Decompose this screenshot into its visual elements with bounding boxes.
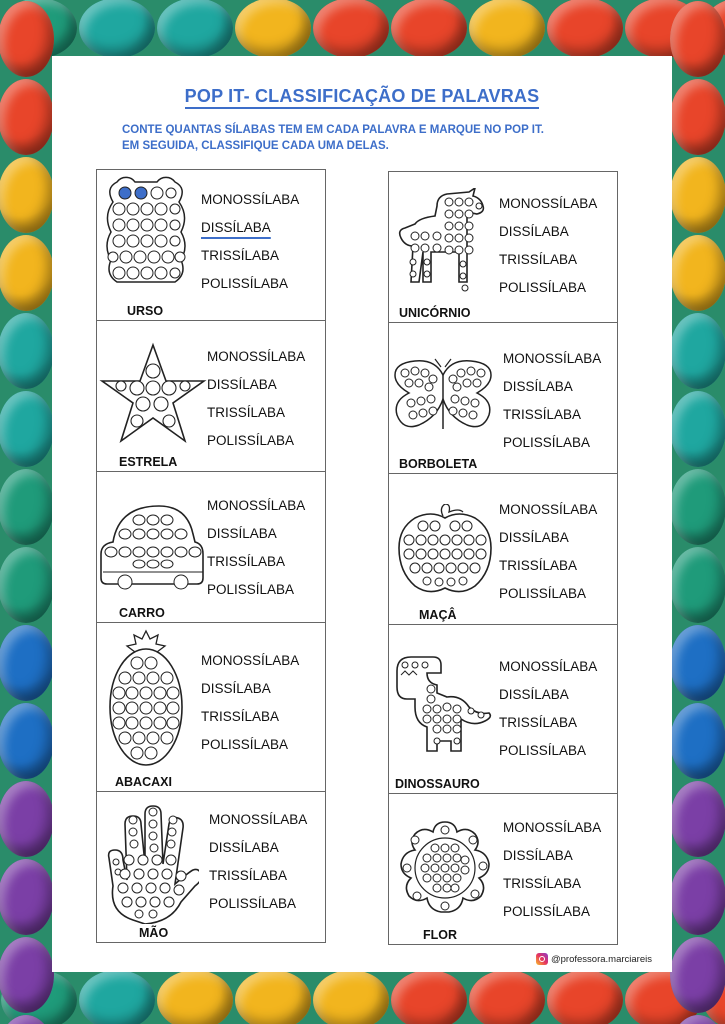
star-icon[interactable] (99, 341, 207, 447)
border-bubble (670, 547, 725, 623)
option-trissilaba[interactable]: TRISSÍLABA (499, 715, 578, 730)
option-monossilaba[interactable]: MONOSSÍLABA (499, 659, 598, 674)
border-left (0, 0, 52, 1024)
option-monossilaba[interactable]: MONOSSÍLABA (201, 192, 300, 207)
border-bubble (547, 0, 623, 58)
item-card-flor (388, 793, 618, 945)
word-label: DINOSSAURO (395, 777, 480, 791)
butterfly-icon[interactable] (391, 357, 495, 441)
option-list (207, 492, 305, 604)
option-dissilaba[interactable]: DISSÍLABA (503, 848, 573, 863)
border-bubble (0, 469, 54, 545)
word-label: CARRO (119, 606, 165, 620)
border-bubble (670, 313, 725, 389)
border-bubble (0, 625, 54, 701)
option-polissilaba[interactable]: POLISSÍLABA (201, 276, 289, 291)
option-dissilaba[interactable]: DISSÍLABA (207, 377, 277, 392)
border-bubble (0, 235, 54, 311)
item-card-estrela (96, 320, 326, 472)
left-column (96, 170, 326, 943)
option-polissilaba[interactable]: POLISSÍLABA (209, 896, 297, 911)
border-bubble (0, 157, 54, 233)
worksheet (52, 56, 672, 972)
border-bubble (0, 391, 54, 467)
option-list (499, 190, 597, 302)
item-card-abacaxi (96, 622, 326, 792)
option-list (503, 345, 601, 457)
item-card-dinossauro (388, 624, 618, 794)
border-bottom (0, 972, 725, 1024)
option-monossilaba[interactable]: MONOSSÍLABA (207, 349, 306, 364)
option-dissilaba[interactable]: DISSÍLABA (207, 526, 277, 541)
option-polissilaba[interactable]: POLISSÍLABA (499, 586, 587, 601)
border-bubble (79, 970, 155, 1024)
page-title: POP IT- CLASSIFICAÇÃO DE PALAVRAS (52, 86, 672, 107)
border-bubble (79, 0, 155, 58)
option-trissilaba[interactable]: TRISSÍLABA (207, 405, 286, 420)
pineapple-icon[interactable] (107, 629, 185, 769)
instruction-line-1: CONTE QUANTAS SÍLABAS TEM EM CADA PALAVRA E MARQUE NO POP IT. (122, 124, 544, 136)
border-bubble (0, 703, 54, 779)
option-polissilaba[interactable]: POLISSÍLABA (201, 737, 289, 752)
item-card-maca (388, 473, 618, 625)
item-card-carro (96, 471, 326, 623)
item-card-urso (96, 169, 326, 321)
option-monossilaba[interactable]: MONOSSÍLABA (503, 820, 602, 835)
option-trissilaba[interactable]: TRISSÍLABA (201, 709, 280, 724)
instruction-line-2: EM SEGUIDA, CLASSIFIQUE CADA UMA DELAS. (122, 140, 389, 152)
option-trissilaba[interactable]: TRISSÍLABA (499, 252, 578, 267)
border-bubble (670, 859, 725, 935)
border-bubble (0, 1, 54, 77)
border-bubble (235, 0, 311, 58)
option-trissilaba[interactable]: TRISSÍLABA (503, 407, 582, 422)
border-bubble (670, 79, 725, 155)
option-polissilaba[interactable]: POLISSÍLABA (207, 433, 295, 448)
option-polissilaba[interactable]: POLISSÍLABA (503, 435, 591, 450)
border-bubble (670, 235, 725, 311)
dinosaur-icon[interactable] (391, 653, 493, 757)
border-bubble (0, 313, 54, 389)
word-label: ABACAXI (115, 775, 172, 789)
border-bubble (313, 0, 389, 58)
border-bubble (0, 547, 54, 623)
option-list (207, 343, 305, 455)
option-polissilaba[interactable]: POLISSÍLABA (503, 904, 591, 919)
border-bubble (670, 391, 725, 467)
option-monossilaba[interactable]: MONOSSÍLABA (207, 498, 306, 513)
instructions (122, 122, 642, 154)
word-label: MÃO (139, 926, 169, 940)
option-trissilaba[interactable]: TRISSÍLABA (201, 248, 280, 263)
border-bubble (670, 781, 725, 857)
word-label: MAÇÂ (419, 608, 457, 622)
option-dissilaba[interactable]: DISSÍLABA (499, 224, 569, 239)
border-bubble (670, 1015, 725, 1024)
item-card-mao (96, 791, 326, 943)
option-list (503, 814, 601, 926)
border-bubble (670, 469, 725, 545)
bear-icon[interactable] (103, 176, 189, 288)
option-trissilaba[interactable]: TRISSÍLABA (503, 876, 582, 891)
item-card-borboleta (388, 322, 618, 474)
option-dissilaba-marked[interactable]: DISSÍLABA (201, 220, 271, 235)
option-list (499, 653, 597, 765)
option-trissilaba[interactable]: TRISSÍLABA (499, 558, 578, 573)
option-polissilaba[interactable]: POLISSÍLABA (499, 743, 587, 758)
border-bubble (670, 157, 725, 233)
border-bubble (0, 859, 54, 935)
car-icon[interactable] (99, 502, 207, 596)
word-label: FLOR (423, 928, 458, 942)
option-dissilaba[interactable]: DISSÍLABA (503, 379, 573, 394)
option-list (201, 186, 299, 298)
border-bubble (157, 970, 233, 1024)
word-label: UNICÓRNIO (399, 306, 471, 320)
word-label: URSO (127, 304, 164, 318)
option-list (201, 647, 299, 759)
border-bubble (670, 1, 725, 77)
border-bubble (547, 970, 623, 1024)
word-label: BORBOLETA (399, 457, 478, 471)
item-card-unicornio (388, 171, 618, 323)
border-bubble (313, 970, 389, 1024)
apple-icon[interactable] (395, 504, 495, 594)
border-bubble (391, 0, 467, 58)
option-trissilaba[interactable]: TRISSÍLABA (209, 868, 288, 883)
option-monossilaba[interactable]: MONOSSÍLABA (201, 653, 300, 668)
option-polissilaba[interactable]: POLISSÍLABA (207, 582, 295, 597)
flower-icon[interactable] (395, 818, 495, 918)
border-top (0, 0, 725, 56)
border-bubble (670, 703, 725, 779)
border-right (672, 0, 725, 1024)
border-bubble (0, 79, 54, 155)
option-trissilaba[interactable]: TRISSÍLABA (207, 554, 286, 569)
border-bubble (469, 0, 545, 58)
border-bubble (0, 937, 54, 1013)
credit-handle: @professora.marciareis (551, 953, 652, 965)
author-credit[interactable] (536, 953, 652, 965)
option-list (499, 496, 597, 608)
option-dissilaba[interactable]: DISSÍLABA (499, 530, 569, 545)
border-bubble (0, 1015, 54, 1024)
border-bubble (391, 970, 467, 1024)
border-bubble (670, 625, 725, 701)
option-list (209, 806, 307, 918)
option-dissilaba[interactable]: DISSÍLABA (201, 681, 271, 696)
option-dissilaba[interactable]: DISSÍLABA (499, 687, 569, 702)
border-bubble (469, 970, 545, 1024)
hand-icon[interactable] (107, 800, 199, 924)
option-monossilaba[interactable]: MONOSSÍLABA (499, 196, 598, 211)
border-bubble (0, 781, 54, 857)
option-dissilaba[interactable]: DISSÍLABA (209, 840, 279, 855)
border-bubble (235, 970, 311, 1024)
option-monossilaba[interactable]: MONOSSÍLABA (499, 502, 598, 517)
border-bubble (670, 937, 725, 1013)
word-label: ESTRELA (119, 455, 178, 469)
unicorn-icon[interactable] (393, 188, 491, 296)
option-polissilaba[interactable]: POLISSÍLABA (499, 280, 587, 295)
right-column (388, 172, 618, 945)
border-bubble (157, 0, 233, 58)
option-monossilaba[interactable]: MONOSSÍLABA (503, 351, 602, 366)
option-monossilaba[interactable]: MONOSSÍLABA (209, 812, 308, 827)
instagram-icon (536, 953, 548, 965)
